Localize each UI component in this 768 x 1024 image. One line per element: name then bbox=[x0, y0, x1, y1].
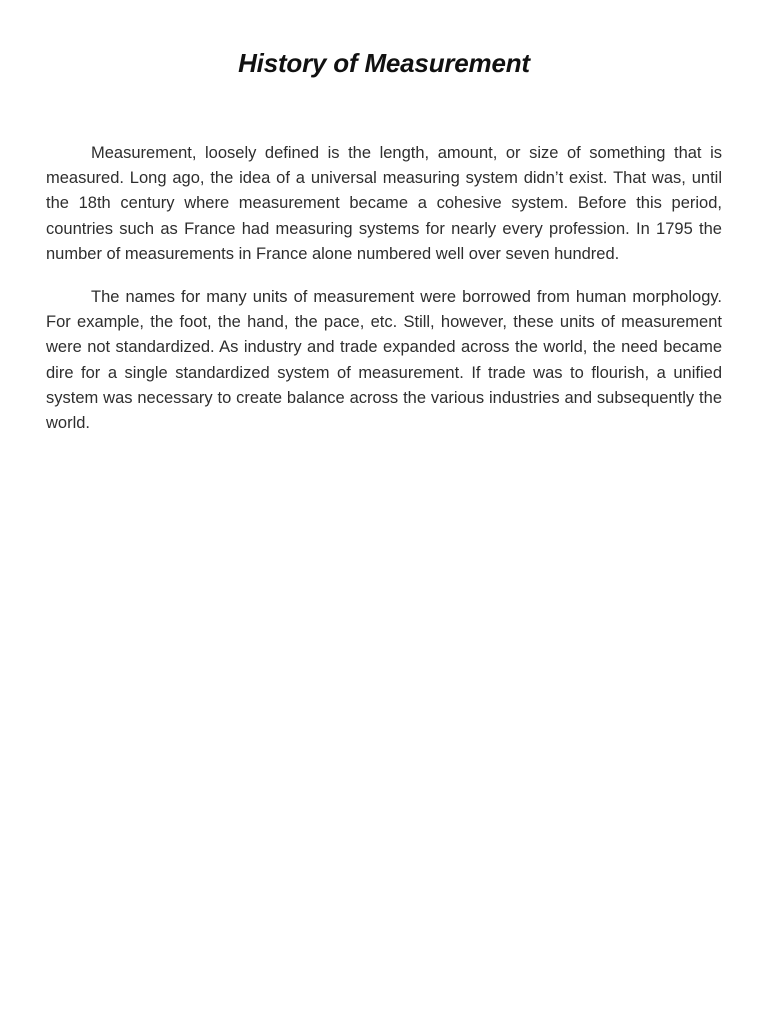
paragraph-standardization: The names for many units of measurement were borrowed from human morphology. For example, the foot, the hand, the pace, etc. Still, however, these units of measurement were not standardized. As industry and trade expanded across the world, the need became dire for a single standardized system of measurement. If trade was to flourish, a unified system was necessary to create balance across the various industries and subsequently the world. bbox=[46, 288, 722, 433]
paragraph-definition: Measurement, loosely defined is the length, amount, or size of something that is measured. Long ago, the idea of a universal measuring system didn’t exist. That was, until the 18th century where measurement became a cohesive system. Before this period, countries such as France had measuring systems for nearly every profession. In 1795 the number of measurements in France alone numbered well over seven hundred. bbox=[46, 144, 722, 263]
document-body bbox=[46, 141, 722, 454]
document-title: History of Measurement bbox=[238, 48, 530, 78]
